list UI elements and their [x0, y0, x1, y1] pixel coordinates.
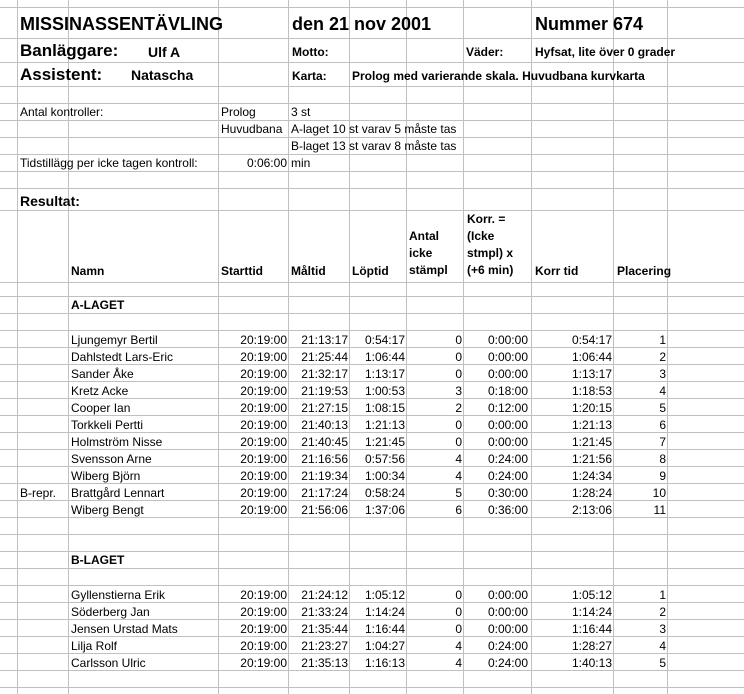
antal-kontroller-label: Antal kontroller:: [20, 105, 104, 119]
b-laget-cell-korr: 0:00:00: [487, 588, 528, 602]
b-laget-cell-lop: 1:16:44: [364, 622, 405, 636]
a-laget-cell-plac: 1: [659, 333, 666, 347]
banlaggare-label: Banläggare:: [20, 41, 119, 60]
b-laget-cell-start: 20:19:00: [240, 656, 287, 670]
a-laget-cell-start: 20:19:00: [240, 350, 287, 364]
a-laget-cell-korr: 0:12:00: [487, 401, 528, 415]
a-laget-cell-lop: 1:13:17: [364, 367, 405, 381]
a-laget-cell-note: B-repr.: [20, 486, 57, 500]
a-laget-cell-korrtid: 1:18:53: [571, 384, 612, 398]
b-laget-cell-mal: 21:24:12: [301, 588, 348, 602]
a-laget-cell-plac: 7: [659, 435, 666, 449]
huvudbana-label: Huvudbana: [221, 122, 283, 136]
b-laget-cell-korrtid: 1:05:12: [571, 588, 612, 602]
a-laget-cell-mal: 21:27:15: [301, 401, 348, 415]
b-laget-cell-start: 20:19:00: [240, 639, 287, 653]
b-laget-cell-antal: 0: [455, 605, 462, 619]
a-laget-cell-lop: 0:58:24: [364, 486, 405, 500]
a-laget-cell-korr: 0:00:00: [487, 435, 528, 449]
b-laget-cell-name: Carlsson Ulric: [71, 656, 146, 670]
a-laget-cell-korrtid: 1:20:15: [571, 401, 612, 415]
event-number: Nummer 674: [535, 14, 644, 34]
event-date: den 21 nov 2001: [292, 14, 432, 34]
b-laget-cell-lop: 1:16:13: [364, 656, 405, 670]
a-laget-cell-lop: 1:37:06: [364, 503, 405, 517]
a-laget-cell-name: Holmström Nisse: [71, 435, 163, 449]
a-laget-cell-korr: 0:00:00: [487, 350, 528, 364]
b-laget-cell-korr: 0:00:00: [487, 605, 528, 619]
prolog-label: Prolog: [221, 105, 256, 119]
a-laget-cell-korr: 0:18:00: [487, 384, 528, 398]
b-laget-cell-antal: 4: [455, 656, 462, 670]
b-laget-cell-korrtid: 1:16:44: [571, 622, 612, 636]
b-laget-cell-plac: 3: [659, 622, 666, 636]
a-laget-cell-mal: 21:13:17: [301, 333, 348, 347]
a-laget-cell-korrtid: 1:21:56: [571, 452, 612, 466]
a-laget-cell-name: Wiberg Björn: [71, 469, 141, 483]
a-laget-cell-mal: 21:32:17: [301, 367, 348, 381]
vader-label: Väder:: [466, 45, 504, 59]
col-korrtid: Korr tid: [535, 264, 579, 278]
a-laget-cell-korr: 0:00:00: [487, 418, 528, 432]
a-laget-cell-start: 20:19:00: [240, 418, 287, 432]
a-laget-cell-korr: 0:30:00: [487, 486, 528, 500]
a-laget-cell-start: 20:19:00: [240, 333, 287, 347]
a-laget-cell-start: 20:19:00: [240, 452, 287, 466]
a-laget-cell-start: 20:19:00: [240, 469, 287, 483]
a-laget-cell-lop: 1:00:53: [364, 384, 405, 398]
b-laget-heading: B-LAGET: [71, 553, 125, 567]
a-laget-cell-lop: 1:06:44: [364, 350, 405, 364]
a-laget-cell-lop: 1:08:15: [364, 401, 405, 415]
a-laget-cell-antal: 3: [455, 384, 462, 398]
a-laget-cell-antal: 4: [455, 469, 462, 483]
results-heading: Resultat:: [20, 193, 80, 209]
vader-value: Hyfsat, lite över 0 grader: [535, 45, 676, 59]
assistent-label: Assistent:: [20, 65, 103, 84]
a-laget-cell-plac: 8: [659, 452, 666, 466]
tidstillagg-value: 0:06:00: [246, 156, 287, 170]
b-laget-cell-korr: 0:24:00: [487, 656, 528, 670]
a-laget-cell-name: Svensson Arne: [71, 452, 152, 466]
a-laget-cell-korr: 0:00:00: [487, 333, 528, 347]
a-laget-cell-antal: 0: [455, 435, 462, 449]
a-laget-cell-plac: 10: [652, 486, 666, 500]
col-starttid: Starttid: [221, 264, 263, 278]
b-laget-cell-mal: 21:33:24: [301, 605, 348, 619]
a-laget-cell-antal: 5: [455, 486, 462, 500]
event-title: MISSINASSENTÄVLING: [20, 14, 224, 34]
b-laget-cell-lop: 1:04:27: [364, 639, 405, 653]
col-korr: Korr. = (Icke stmpl) x (+6 min): [467, 212, 514, 277]
tidstillagg-label: Tidstillägg per icke tagen kontroll:: [20, 156, 198, 170]
b-laget-cell-korrtid: 1:28:27: [571, 639, 612, 653]
a-laget-cell-antal: 0: [455, 367, 462, 381]
b-laget-cell-mal: 21:35:44: [301, 622, 348, 636]
b-laget-cell-korr: 0:24:00: [487, 639, 528, 653]
a-laget-cell-antal: 6: [455, 503, 462, 517]
b-laget-cell-start: 20:19:00: [240, 605, 287, 619]
a-laget-cell-name: Kretz Acke: [71, 384, 129, 398]
a-laget-cell-korr: 0:24:00: [487, 452, 528, 466]
b-laget-cell-lop: 1:14:24: [364, 605, 405, 619]
a-laget-cell-name: Brattgård Lennart: [71, 486, 165, 500]
b-laget-cell-plac: 5: [659, 656, 666, 670]
a-laget-cell-name: Torkkeli Pertti: [71, 418, 144, 432]
a-laget-cell-start: 20:19:00: [240, 401, 287, 415]
a-laget-cell-korrtid: 1:21:45: [571, 435, 612, 449]
a-laget-cell-korrtid: 1:06:44: [571, 350, 612, 364]
b-laget-cell-plac: 4: [659, 639, 666, 653]
a-laget-cell-korrtid: 0:54:17: [571, 333, 612, 347]
a-laget-cell-antal: 0: [455, 333, 462, 347]
b-laget-cell-start: 20:19:00: [240, 622, 287, 636]
b-laget-cell-name: Jensen Urstad Mats: [71, 622, 178, 636]
blaget-controls: B-laget 13 st varav 8 måste tas: [291, 139, 457, 153]
a-laget-cell-plac: 4: [659, 384, 666, 398]
karta-value: Prolog med varierande skala. Huvudbana kurvkarta: [352, 69, 645, 83]
a-laget-cell-mal: 21:19:53: [301, 384, 348, 398]
assistent-name: Natascha: [131, 67, 194, 83]
a-laget-cell-plac: 5: [659, 401, 666, 415]
col-placering: Placering: [617, 264, 672, 278]
b-laget-cell-name: Söderberg Jan: [71, 605, 150, 619]
a-laget-cell-lop: 0:54:17: [364, 333, 405, 347]
a-laget-cell-plac: 11: [653, 503, 666, 517]
a-laget-cell-start: 20:19:00: [240, 486, 287, 500]
a-laget-cell-korrtid: 1:13:17: [571, 367, 612, 381]
a-laget-cell-lop: 1:00:34: [364, 469, 405, 483]
col-antal-icke-stampl: Antal icke stämpl: [409, 229, 448, 277]
col-loptid: Löptid: [352, 264, 389, 278]
alaget-controls: A-laget 10 st varav 5 måste tas: [291, 122, 457, 136]
b-laget-cell-mal: 21:23:27: [301, 639, 348, 653]
a-laget-cell-korr: 0:24:00: [487, 469, 528, 483]
a-laget-cell-antal: 0: [455, 350, 462, 364]
a-laget-cell-start: 20:19:00: [240, 367, 287, 381]
b-laget-cell-lop: 1:05:12: [364, 588, 405, 602]
a-laget-cell-antal: 0: [455, 418, 462, 432]
a-laget-cell-start: 20:19:00: [240, 435, 287, 449]
a-laget-cell-mal: 21:40:13: [301, 418, 348, 432]
b-laget-cell-antal: 0: [455, 622, 462, 636]
prolog-value: 3 st: [291, 105, 311, 119]
a-laget-cell-name: Wiberg Bengt: [71, 503, 144, 517]
a-laget-heading: A-LAGET: [71, 298, 125, 312]
a-laget-cell-korrtid: 2:13:06: [571, 503, 612, 517]
b-laget-cell-korrtid: 1:40:13: [571, 656, 612, 670]
b-laget-cell-antal: 0: [455, 588, 462, 602]
a-laget-cell-korr: 0:36:00: [487, 503, 528, 517]
a-laget-cell-mal: 21:40:45: [301, 435, 348, 449]
a-laget-cell-antal: 2: [455, 401, 462, 415]
b-laget-cell-start: 20:19:00: [240, 588, 287, 602]
a-laget-cell-mal: 21:19:34: [301, 469, 348, 483]
col-namn: Namn: [71, 264, 105, 278]
a-laget-cell-name: Dahlstedt Lars-Eric: [71, 350, 174, 364]
b-laget-cell-plac: 1: [659, 588, 666, 602]
a-laget-cell-korrtid: 1:24:34: [571, 469, 612, 483]
a-laget-cell-start: 20:19:00: [240, 503, 287, 517]
a-laget-cell-plac: 9: [659, 469, 666, 483]
col-maltid: Måltid: [291, 264, 326, 278]
a-laget-cell-plac: 6: [659, 418, 666, 432]
a-laget-cell-lop: 1:21:13: [364, 418, 405, 432]
a-laget-cell-plac: 3: [659, 367, 666, 381]
a-laget-cell-name: Sander Åke: [71, 367, 134, 381]
b-laget-cell-mal: 21:35:13: [301, 656, 348, 670]
a-laget-cell-mal: 21:25:44: [301, 350, 348, 364]
a-laget-cell-antal: 4: [455, 452, 462, 466]
a-laget-cell-korr: 0:00:00: [487, 367, 528, 381]
b-laget-cell-korr: 0:00:00: [487, 622, 528, 636]
a-laget-cell-name: Cooper Ian: [71, 401, 131, 415]
b-laget-cell-korrtid: 1:14:24: [571, 605, 612, 619]
b-laget-cell-name: Lilja Rolf: [71, 639, 118, 653]
tidstillagg-unit: min: [291, 156, 311, 170]
b-laget-cell-plac: 2: [659, 605, 666, 619]
a-laget-cell-mal: 21:56:06: [301, 503, 348, 517]
a-laget-cell-name: Ljungemyr Bertil: [71, 333, 158, 347]
a-laget-cell-lop: 1:21:45: [364, 435, 405, 449]
karta-label: Karta:: [292, 69, 327, 83]
a-laget-cell-mal: 21:16:56: [301, 452, 348, 466]
motto-label: Motto:: [292, 45, 329, 59]
b-laget-cell-antal: 4: [455, 639, 462, 653]
a-laget-cell-mal: 21:17:24: [301, 486, 348, 500]
a-laget-cell-plac: 2: [659, 350, 666, 364]
a-laget-cell-lop: 0:57:56: [364, 452, 405, 466]
a-laget-cell-korrtid: 1:21:13: [571, 418, 612, 432]
b-laget-cell-name: Gyllenstierna Erik: [71, 588, 166, 602]
a-laget-cell-korrtid: 1:28:24: [571, 486, 612, 500]
banlaggare-name: Ulf A: [148, 44, 181, 60]
a-laget-cell-start: 20:19:00: [240, 384, 287, 398]
